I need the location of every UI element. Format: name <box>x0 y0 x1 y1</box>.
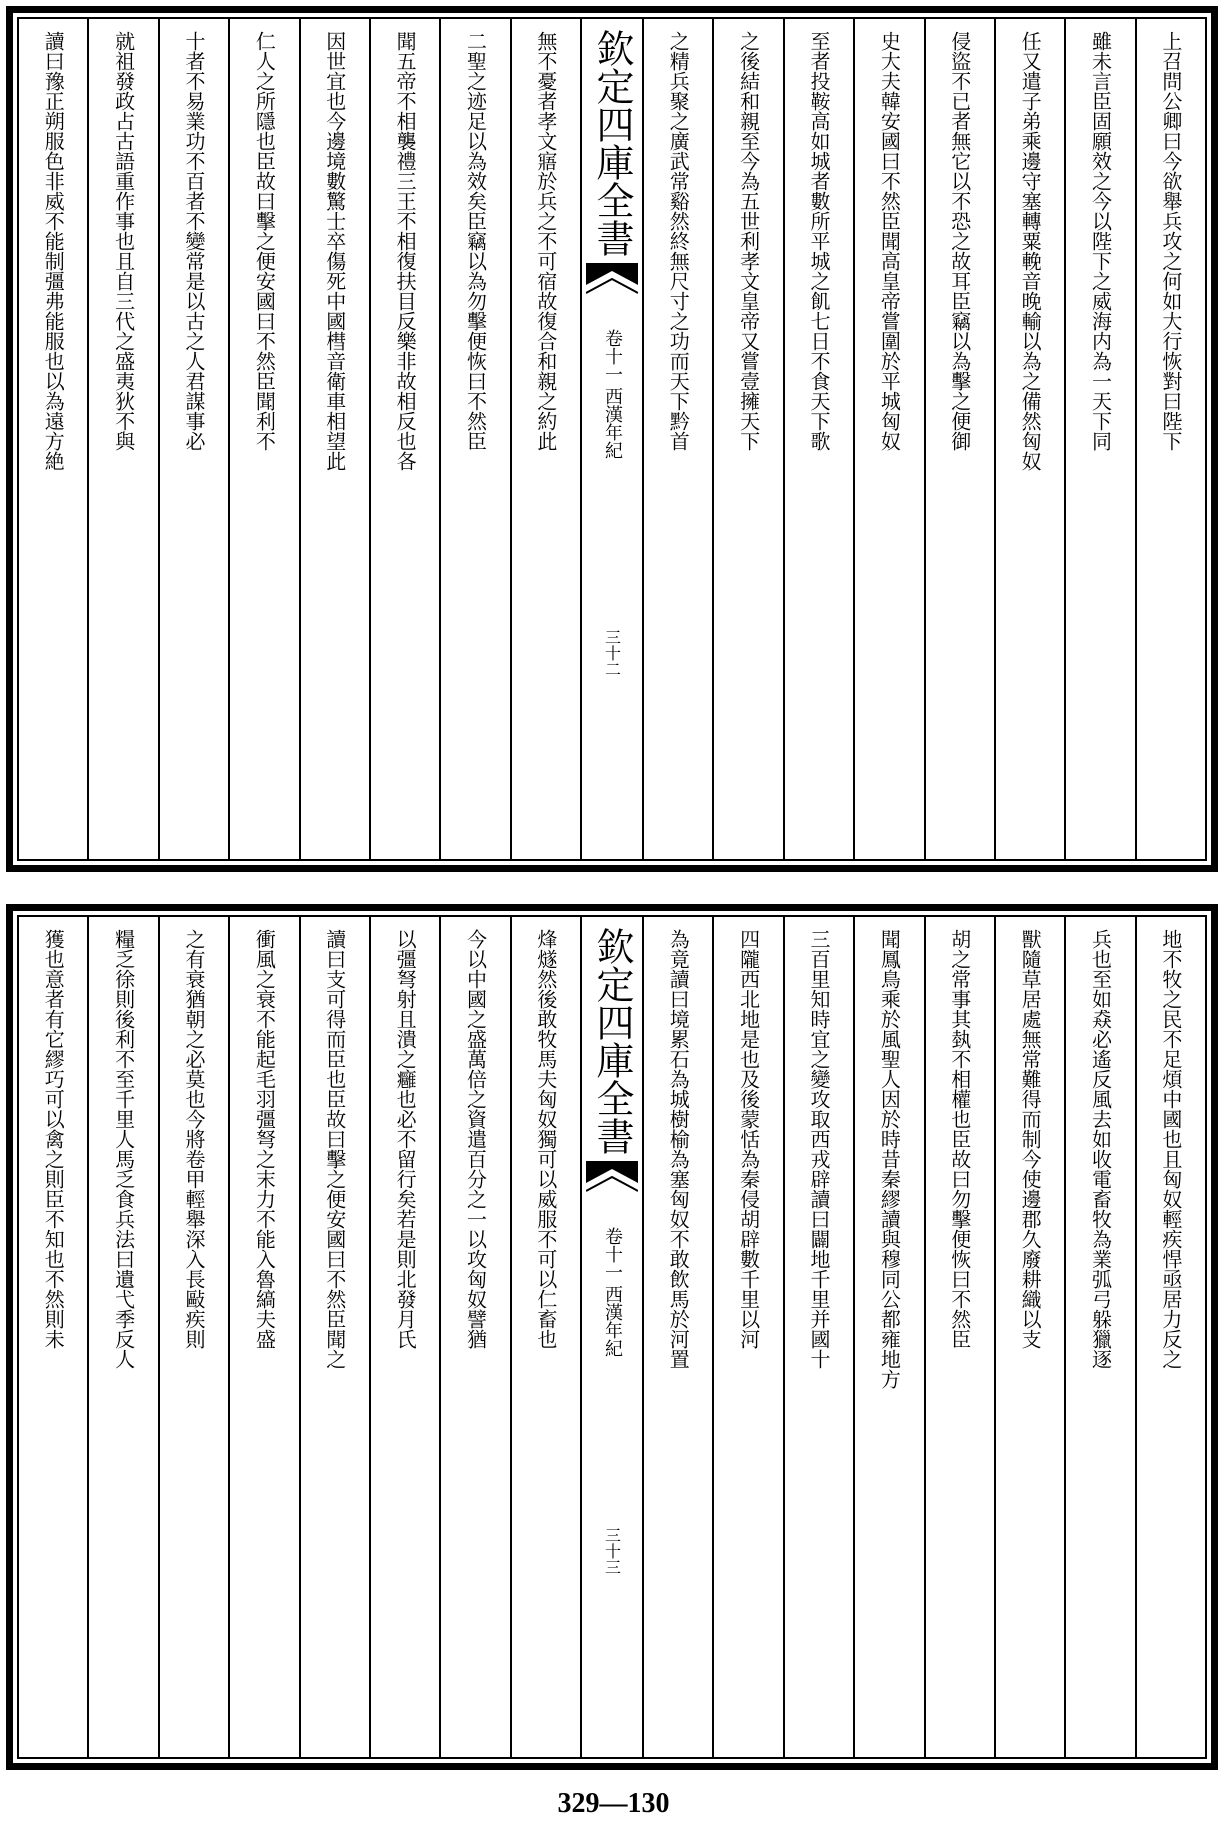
text-column <box>924 19 994 859</box>
text-column <box>299 917 369 1757</box>
column-text: 至者投鞍高如城者數所平城之飢七日不食天下歌 <box>806 31 831 451</box>
folio-number: 三十二 <box>602 629 622 677</box>
text-column <box>228 917 298 1757</box>
text-column <box>712 19 782 859</box>
column-text: 之精兵聚之廣武常谿然終無尺寸之功而天下黔首 <box>666 31 691 451</box>
column-text: 侵盜不已者無它以不恐之故耳臣竊以為擊之便御 <box>947 31 972 451</box>
column-text: 二聖之迹足以為效矣臣竊以為勿擊便恢曰不然臣 <box>463 31 488 451</box>
column-text: 烽燧然後敢牧馬夫匈奴獨可以威服不可以仁畜也 <box>533 929 558 1349</box>
column-text: 十者不易業功不百者不變常是以古之人君謀事必 <box>181 31 206 451</box>
text-column <box>87 19 157 859</box>
text-column <box>994 917 1064 1757</box>
text-column <box>712 917 782 1757</box>
fishtail-mark-icon <box>586 1161 638 1201</box>
text-column <box>228 19 298 859</box>
text-column <box>1135 19 1205 859</box>
fishtail-mark-icon <box>586 263 638 303</box>
column-text: 獲也意者有它繆巧可以禽之則臣不知也不然則未 <box>41 929 66 1349</box>
volume-label: 卷十一 <box>602 329 623 383</box>
column-text: 讀曰支可得而臣也臣故曰擊之便安國曰不然臣聞之 <box>322 929 347 1369</box>
page-center-heart <box>580 19 642 859</box>
column-text: 聞鳳鳥乘於風聖人因於時昔秦繆讀與穆同公都雍地方 <box>877 929 902 1389</box>
column-text: 任又遣子弟乘邊守塞轉粟輓音晚輸以為之備然匈奴 <box>1018 31 1043 471</box>
library-title: 欽定四庫全書 <box>590 927 634 1155</box>
text-column <box>19 19 87 859</box>
column-text: 胡之常事其埶不相權也臣故曰勿擊便恢曰不然臣 <box>947 929 972 1349</box>
bottom-page-columns <box>17 915 1207 1759</box>
book-title: 西漢年紀 <box>602 387 623 459</box>
text-column <box>87 917 157 1757</box>
text-column <box>510 917 580 1757</box>
column-text: 獸隨草居處無常難得而制今使邊郡久廢耕織以支 <box>1018 929 1043 1349</box>
column-text: 仁人之所隱也臣故曰擊之便安國曰不然臣聞利不 <box>252 31 277 451</box>
book-title: 西漢年紀 <box>602 1285 623 1357</box>
column-text: 無不憂者孝文寤於兵之不可宿故復合和親之約此 <box>533 31 558 451</box>
text-column <box>369 917 439 1757</box>
text-column <box>642 19 712 859</box>
column-text: 之有衰猶朝之必莫也今將卷甲輕舉深入長敺疾則 <box>181 929 206 1349</box>
text-column <box>783 917 853 1757</box>
column-text: 以彊弩射且潰之癰也必不留行矣若是則北發月氏 <box>393 929 418 1349</box>
text-column <box>19 917 87 1757</box>
section-label <box>603 309 621 459</box>
column-text: 讀曰豫正朔服色非威不能制彊弗能服也以為遠方絶 <box>41 31 66 471</box>
column-text: 聞五帝不相襲禮三王不相復扶目反樂非故相反也各 <box>393 31 418 471</box>
text-column <box>158 19 228 859</box>
column-text: 就祖發政占古語重作事也且自三代之盛夷狄不與 <box>111 31 136 451</box>
text-column <box>853 19 923 859</box>
column-text: 為竟讀曰境累石為城樹榆為塞匈奴不敢飲馬於河置 <box>666 929 691 1369</box>
text-column <box>439 19 509 859</box>
column-text: 史大夫韓安國曰不然臣聞高皇帝嘗圍於平城匈奴 <box>877 31 902 451</box>
column-text: 糧乏徐則後利不至千里人馬乏食兵法曰遺弋季反人 <box>111 929 136 1369</box>
volume-label: 卷十一 <box>602 1227 623 1281</box>
column-text: 三百里知時宜之變攻取西戎辟讀曰闢地千里并國十 <box>806 929 831 1369</box>
page-number: 329—130 <box>557 1788 670 1819</box>
folio-number: 三十三 <box>602 1527 622 1575</box>
bottom-page <box>6 904 1218 1770</box>
text-column <box>299 19 369 859</box>
library-title: 欽定四庫全書 <box>590 29 634 257</box>
column-text: 四隴西北地是也及後蒙恬為秦侵胡辟數千里以河 <box>736 929 761 1349</box>
column-text: 因世宜也今邊境數驚士卒傷死中國槥音衛車相望此 <box>322 31 347 471</box>
top-page-columns <box>17 17 1207 861</box>
text-column <box>1064 19 1134 859</box>
page-center-heart <box>580 917 642 1757</box>
column-text: 地不牧之民不足煩中國也且匈奴輕疾悍亟居力反之 <box>1158 929 1183 1369</box>
text-column <box>439 917 509 1757</box>
text-column <box>783 19 853 859</box>
text-column <box>994 19 1064 859</box>
column-text: 雖未言臣固願效之今以陛下之威海内為一天下同 <box>1088 31 1113 451</box>
text-column <box>1135 917 1205 1757</box>
top-page <box>6 6 1218 872</box>
column-text: 兵也至如猋必遙反風去如收電畜牧為業弧弓躲獵逐 <box>1088 929 1113 1369</box>
text-column <box>369 19 439 859</box>
column-text: 今以中國之盛萬倍之資遣百分之一以攻匈奴譬猶 <box>463 929 488 1349</box>
text-column <box>924 917 994 1757</box>
text-column <box>158 917 228 1757</box>
text-column <box>1064 917 1134 1757</box>
column-text: 上召問公卿曰今欲舉兵攻之何如大行恢對曰陛下 <box>1158 31 1183 451</box>
text-column <box>642 917 712 1757</box>
column-text: 之後結和親至今為五世利孝文皇帝又嘗壹擁天下 <box>736 31 761 451</box>
text-column <box>853 917 923 1757</box>
text-column <box>510 19 580 859</box>
column-text: 衝風之衰不能起毛羽彊弩之末力不能入魯縞夫盛 <box>252 929 277 1349</box>
section-label <box>603 1207 621 1357</box>
